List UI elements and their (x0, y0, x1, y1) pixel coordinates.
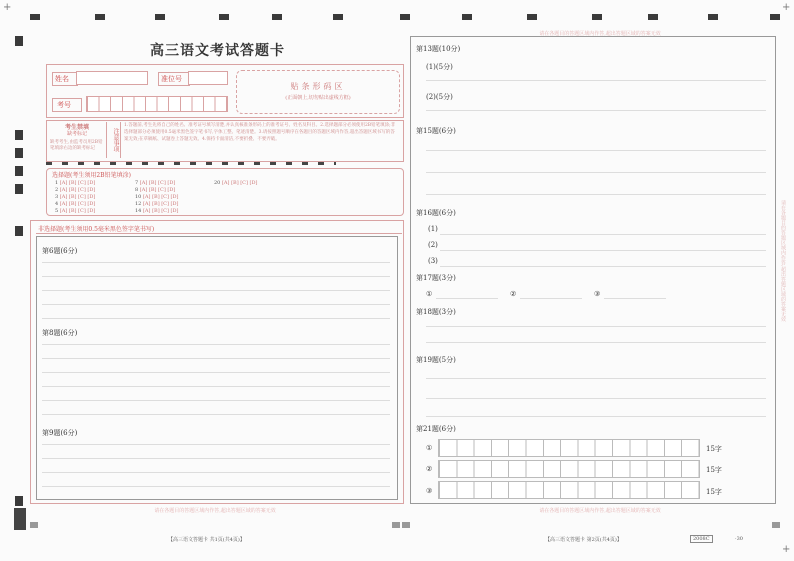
answer-line (42, 358, 390, 359)
q18-label: 第18题(3分) (416, 308, 456, 316)
crop-mark: + (3, 2, 12, 13)
exam-no-label: 考号 (52, 98, 82, 112)
exam-no-boxes[interactable] (86, 96, 228, 112)
seat-field[interactable] (188, 71, 228, 85)
q21-label: 第21题(6分) (416, 425, 456, 433)
absent-title: 考生禁填 (64, 124, 89, 131)
answer-line (42, 386, 390, 387)
char-grid[interactable] (438, 481, 700, 499)
q21-count-3: 15字 (706, 488, 722, 496)
choice-col1[interactable] (55, 180, 95, 215)
answer-line (426, 398, 766, 399)
attention-body: 1.答题前,考生先将自己的姓名、准考证号填写清楚,并认真核准条形码上的准考证号、姓名及科目。2.选择题部分必须使用2B铅笔填涂;非选择题部分必须使用0.5毫米黑色签字笔书写,字体工整、笔迹清楚。3.请按照题号顺序在各题目的答题区域内作答,超出答题区域书写的答案无效;在草稿纸、试题卷上答题无效。4.保持卡面清洁,不要折叠、不要弄破。 (124, 123, 396, 142)
answer-line (440, 234, 766, 235)
answer-line (42, 414, 390, 415)
q16-1-label: (1) (428, 225, 438, 233)
q6-label: 第6题(6分) (42, 247, 78, 255)
answer-line (42, 372, 390, 373)
warning-left: 请在各题目的答题区域内作答,超出答题区域的答案无效 (154, 508, 276, 514)
choice-row: 7 [A] [B] [C] [D] (135, 180, 176, 186)
crop-mark: + (782, 2, 791, 13)
timing-mark (15, 184, 23, 194)
timing-mark (15, 226, 23, 236)
answer-line (42, 318, 390, 319)
timing-mark (592, 14, 602, 20)
timing-mark (400, 14, 410, 20)
choice-row: 14 [A] [B] [C] [D] (135, 208, 179, 214)
crop-mark: + (782, 544, 791, 555)
answer-line (520, 298, 582, 299)
q17-mark-1: ① (426, 290, 433, 298)
timing-mark (770, 14, 780, 20)
barcode-title: 贴条形码区 (290, 82, 346, 91)
q21-mark-1: ① (426, 444, 433, 452)
answer-line (426, 342, 766, 343)
answer-frame-right (410, 36, 776, 504)
q19-label: 第19题(5分) (416, 356, 456, 364)
timing-mark (219, 14, 229, 20)
timing-mark (155, 14, 165, 20)
side-warning: 请在各题目的答题区域内作答,超出答题区域的答案无效 (780, 200, 786, 322)
timing-mark (708, 14, 718, 20)
name-label: 姓名 (52, 72, 78, 86)
q13-1-label: (1)(5分) (426, 63, 453, 71)
absent-box (48, 122, 107, 158)
barcode-sub: (正面朝上,切勿贴出虚线方框) (285, 95, 351, 101)
footer-code2: ·30 (735, 536, 743, 542)
absent-sub: 缺考标记 (66, 131, 87, 137)
q8-label: 第8题(6分) (42, 329, 78, 337)
timing-mark (462, 14, 472, 20)
corner-mark (392, 522, 400, 528)
answer-line (42, 444, 390, 445)
choice-row: 8 [A] [B] [C] [D] (135, 187, 176, 193)
footer-left: 【高三语文答题卡 共1页(共4页)】 (168, 537, 245, 543)
choice-col2[interactable] (135, 180, 178, 215)
timing-strip (46, 162, 336, 165)
answer-line (42, 304, 390, 305)
answer-line (42, 276, 390, 277)
q15-label: 第15题(6分) (416, 127, 456, 135)
answer-line (426, 194, 766, 195)
footer-code: 2008C (690, 535, 713, 543)
timing-mark (527, 14, 537, 20)
timing-mark (95, 14, 105, 20)
answer-line (42, 344, 390, 345)
answer-line (42, 290, 390, 291)
q21-count-1: 15字 (706, 445, 722, 453)
answer-line (426, 80, 766, 81)
timing-mark (15, 130, 23, 140)
answer-line (426, 172, 766, 173)
footer-right: 【高三语文答题卡 第2页(共4页)】 (545, 537, 622, 543)
answer-line (426, 110, 766, 111)
timing-mark (30, 14, 40, 20)
barcode-area (236, 70, 400, 114)
answer-line (426, 416, 766, 417)
answer-line (42, 472, 390, 473)
answer-line (42, 486, 390, 487)
timing-mark (272, 14, 282, 20)
nonchoice-title: 非选择题(考生须用0.5毫米黑色签字笔书写) (38, 226, 155, 233)
timing-mark (15, 166, 23, 176)
choice-row: 3 [A] [B] [C] [D] (55, 194, 96, 200)
warning-top: 请在各题目的答题区域内作答,超出答题区域的答案无效 (539, 31, 661, 37)
q16-3-label: (3) (428, 257, 438, 265)
q16-label: 第16题(6分) (416, 209, 456, 217)
char-grid[interactable] (438, 439, 700, 457)
q21-mark-3: ③ (426, 487, 433, 495)
corner-mark (772, 522, 780, 528)
timing-mark (15, 36, 23, 46)
corner-mark (30, 522, 38, 528)
answer-line (440, 266, 766, 267)
absent-body: 缺考考生,由监考员用2B铅笔填涂右边的缺考标记 (50, 140, 103, 151)
seat-label: 准位号 (158, 72, 190, 86)
q9-label: 第9题(6分) (42, 429, 78, 437)
choice-col3[interactable]: 20 [A] [B] [C] [D] (214, 180, 258, 186)
answer-line (426, 150, 766, 151)
choice-title: 选择题(考生须用2B铅笔填涂) (52, 172, 131, 179)
q17-mark-3: ③ (594, 290, 601, 298)
choice-row: 12 [A] [B] [C] [D] (135, 201, 179, 207)
q21-mark-2: ② (426, 465, 433, 473)
answer-line (42, 262, 390, 263)
choice-row: 2 [A] [B] [C] [D] (55, 187, 96, 193)
q16-2-label: (2) (428, 241, 438, 249)
q17-mark-2: ② (510, 290, 517, 298)
timing-mark (14, 508, 26, 530)
answer-line (42, 458, 390, 459)
q17-label: 第17题(3分) (416, 274, 456, 282)
page-title: 高三语文考试答题卡 (150, 43, 285, 59)
answer-line (436, 298, 498, 299)
q13-2-label: (2)(5分) (426, 93, 453, 101)
choice-row: 4 [A] [B] [C] [D] (55, 201, 96, 207)
choice-row: 1 [A] [B] [C] [D] (55, 180, 96, 186)
answer-line (426, 378, 766, 379)
char-grid[interactable] (438, 460, 700, 478)
corner-mark (402, 522, 410, 528)
answer-line (604, 298, 666, 299)
attention-label: 注意事项 (108, 122, 121, 158)
choice-row: 10 [A] [B] [C] [D] (135, 194, 179, 200)
warning-right: 请在各题目的答题区域内作答,超出答题区域的答案无效 (539, 508, 661, 514)
name-field[interactable] (76, 71, 148, 85)
q21-count-2: 15字 (706, 466, 722, 474)
timing-mark (333, 14, 343, 20)
answer-line (426, 326, 766, 327)
answer-line (440, 250, 766, 251)
answer-line (42, 400, 390, 401)
timing-mark (648, 14, 658, 20)
timing-mark (15, 148, 23, 158)
q13-label: 第13题(10分) (416, 45, 461, 53)
timing-mark (15, 496, 23, 506)
choice-row: 5 [A] [B] [C] [D] (55, 208, 96, 214)
